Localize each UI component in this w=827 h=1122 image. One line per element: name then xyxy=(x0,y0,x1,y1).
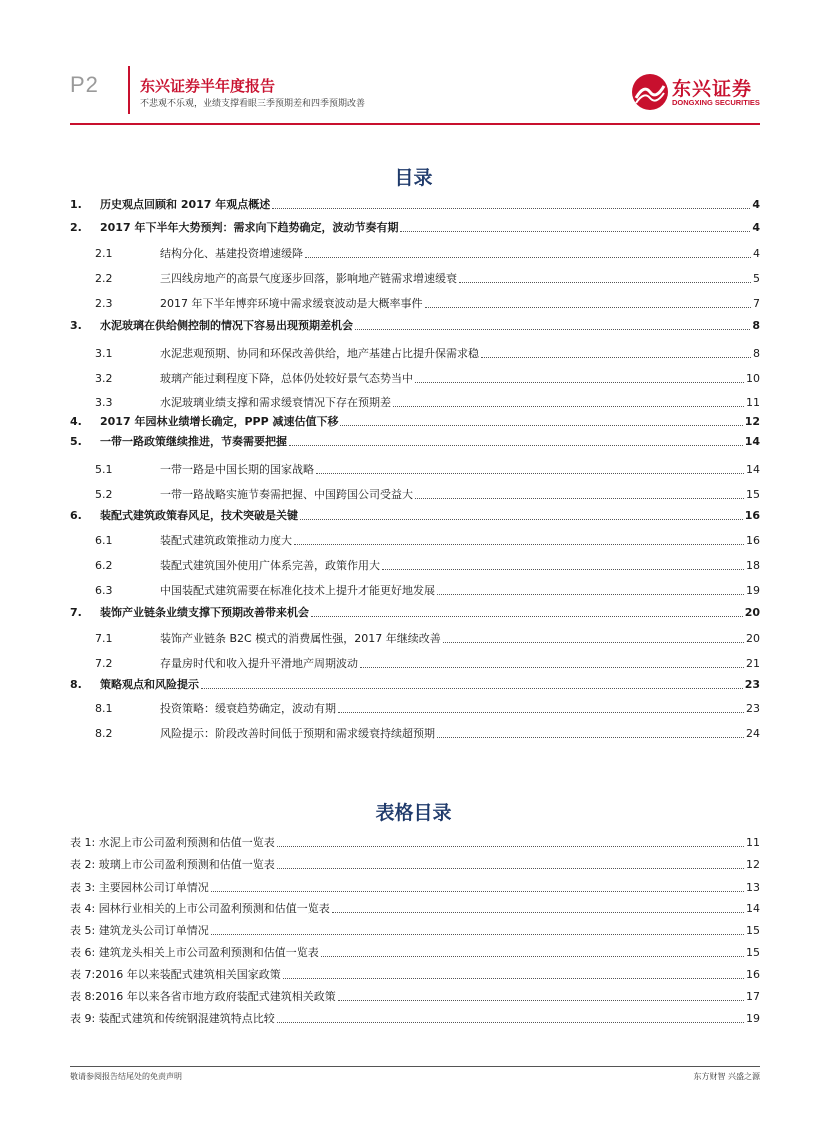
toc-entry[interactable] xyxy=(70,676,760,692)
table-index-entry-page: 16 xyxy=(746,968,760,981)
table-index-entry-title: 表 5: 建筑龙头公司订单情况 xyxy=(70,924,209,937)
toc-leader-dots xyxy=(311,615,743,617)
table-index-entry-page: 17 xyxy=(746,990,760,1003)
toc-entry[interactable] xyxy=(70,630,760,646)
table-index-leader-dots xyxy=(211,890,744,892)
toc-entry-number: 6.3 xyxy=(95,584,113,597)
toc-entry-page: 16 xyxy=(744,509,760,522)
toc-leader-dots xyxy=(300,518,743,520)
toc-entry-number: 1. xyxy=(70,198,82,211)
toc-entry-number: 8.2 xyxy=(95,727,113,740)
toc-entry-number: 2.2 xyxy=(95,272,113,285)
toc-entry-title: 玻璃产能过剩程度下降，总体仍处较好景气态势当中 xyxy=(160,372,413,385)
report-subtitle: 不悲观不乐观，业绩支撑看眼三季预期差和四季预期改善 xyxy=(140,99,366,109)
toc-entry-number: 5.1 xyxy=(95,463,113,476)
table-index-entry-title: 表 2: 玻璃上市公司盈利预测和估值一览表 xyxy=(70,858,275,871)
toc-entry-page: 12 xyxy=(744,415,760,428)
toc-entry-number: 6. xyxy=(70,509,82,522)
toc-entry-page: 7 xyxy=(753,297,760,310)
toc-entry-number: 6.1 xyxy=(95,534,113,547)
toc-entry-number: 2.1 xyxy=(95,247,113,260)
toc-leader-dots xyxy=(294,543,744,545)
toc-entry[interactable] xyxy=(70,725,760,741)
toc-entry-page: 18 xyxy=(746,559,760,572)
toc-entry[interactable] xyxy=(70,604,760,620)
toc-entry-page: 21 xyxy=(746,657,760,670)
toc-entry-title: 中国装配式建筑需要在标准化技术上提升才能更好地发展 xyxy=(160,584,435,597)
toc-entry-title: 装饰产业链条 B2C 模式的消费属性强，2017 年继续改善 xyxy=(160,632,441,645)
toc-entry[interactable] xyxy=(70,345,760,361)
table-index-entry[interactable] xyxy=(70,988,760,1004)
toc-entry-page: 20 xyxy=(744,606,760,619)
toc-entry-title: 一带一路战略实施节奏需把握、中国跨国公司受益大 xyxy=(160,488,413,501)
company-logo xyxy=(630,70,760,120)
toc-entry-page: 20 xyxy=(746,632,760,645)
toc-entry[interactable] xyxy=(70,295,760,311)
toc-leader-dots xyxy=(415,497,744,499)
table-index-leader-dots xyxy=(211,933,744,935)
toc-entry-page: 23 xyxy=(746,702,760,715)
toc-entry[interactable] xyxy=(70,433,760,449)
toc-entry-title: 2017 年下半年大势预判：需求向下趋势确定，波动节奏有期 xyxy=(100,221,399,234)
toc-leader-dots xyxy=(272,207,750,209)
toc-leader-dots xyxy=(425,306,752,308)
toc-leader-dots xyxy=(443,641,744,643)
toc-entry-title: 一带一路政策继续推进，节奏需要把握 xyxy=(100,435,287,448)
toc-entry-title: 投资策略：缓衰趋势确定，波动有期 xyxy=(160,702,336,715)
toc-entry-number: 8. xyxy=(70,678,82,691)
toc-leader-dots xyxy=(289,444,743,446)
page-header xyxy=(0,0,827,130)
toc-leader-dots xyxy=(316,472,744,474)
table-index-entry-title: 表 8:2016 年以来各省市地方政府装配式建筑相关政策 xyxy=(70,990,336,1003)
toc-leader-dots xyxy=(338,711,744,713)
toc-entry-title: 存量房时代和收入提升平滑地产周期波动 xyxy=(160,657,358,670)
toc-entry-title: 风险提示：阶段改善时间低于预期和需求缓衰持续超预期 xyxy=(160,727,435,740)
table-index-entry[interactable] xyxy=(70,1010,760,1026)
toc-entry-title: 一带一路是中国长期的国家战略 xyxy=(160,463,314,476)
toc-entry[interactable] xyxy=(70,413,760,429)
toc-entry-title: 历史观点回顾和 2017 年观点概述 xyxy=(100,198,271,211)
table-index-leader-dots xyxy=(338,999,744,1001)
table-index-entry-page: 14 xyxy=(746,902,760,915)
toc-entry-title: 策略观点和风险提示 xyxy=(100,678,199,691)
toc-leader-dots xyxy=(340,424,742,426)
toc-entry-page: 11 xyxy=(746,396,760,409)
toc-entry[interactable] xyxy=(70,461,760,477)
toc-entry-title: 装配式建筑政策春风足，技术突破是关键 xyxy=(100,509,298,522)
table-index-entry-page: 15 xyxy=(746,924,760,937)
toc-entry[interactable] xyxy=(70,507,760,523)
toc-entry-page: 4 xyxy=(753,247,760,260)
table-index-entry[interactable] xyxy=(70,879,760,895)
toc-entry-number: 2.3 xyxy=(95,297,113,310)
logo-mark-icon xyxy=(630,72,670,112)
toc-entry[interactable] xyxy=(70,245,760,261)
toc-entry-page: 15 xyxy=(746,488,760,501)
toc-entry-page: 23 xyxy=(744,678,760,691)
toc-leader-dots xyxy=(481,356,751,358)
toc-entry-number: 4. xyxy=(70,415,82,428)
header-rule xyxy=(70,123,760,125)
table-index-entry-title: 表 6: 建筑龙头相关上市公司盈利预测和估值一览表 xyxy=(70,946,319,959)
table-index-leader-dots xyxy=(321,955,744,957)
header-divider xyxy=(128,66,130,114)
footer-rule xyxy=(70,1066,760,1067)
toc-leader-dots xyxy=(459,281,751,283)
toc-entry-number: 7. xyxy=(70,606,82,619)
toc-entry-title: 2017 年园林业绩增长确定，PPP 减速估值下移 xyxy=(100,415,339,428)
toc-entry-page: 4 xyxy=(752,221,760,234)
table-index-title: 表格目录 xyxy=(375,802,452,824)
table-index-entry[interactable] xyxy=(70,856,760,872)
toc-entry-number: 3.1 xyxy=(95,347,113,360)
toc-entry[interactable] xyxy=(70,582,760,598)
toc-leader-dots xyxy=(355,328,750,330)
toc-entry-title: 装配式建筑国外使用广体系完善，政策作用大 xyxy=(160,559,380,572)
toc-entry-page: 4 xyxy=(752,198,760,211)
logo-text-en: DONGXING SECURITIES xyxy=(672,98,760,107)
table-index-leader-dots xyxy=(277,1021,744,1023)
toc-entry-number: 2. xyxy=(70,221,82,234)
table-index-entry[interactable] xyxy=(70,834,760,850)
toc-entry-page: 16 xyxy=(746,534,760,547)
toc-entry[interactable] xyxy=(70,394,760,410)
page-number: P2 xyxy=(70,72,99,97)
table-index-entry[interactable] xyxy=(70,900,760,916)
toc-leader-dots xyxy=(360,666,744,668)
toc-entry-number: 7.1 xyxy=(95,632,113,645)
toc-entry-number: 6.2 xyxy=(95,559,113,572)
toc-entry-page: 19 xyxy=(746,584,760,597)
footer-slogan: 东方财智 兴盛之源 xyxy=(693,1072,760,1081)
logo-text-cn: 东兴证券 xyxy=(672,78,753,100)
toc-entry-title: 结构分化、基建投资增速缓降 xyxy=(160,247,303,260)
toc-entry[interactable] xyxy=(70,557,760,573)
toc-entry-title: 装配式建筑政策推动力度大 xyxy=(160,534,292,547)
table-index-entry[interactable] xyxy=(70,922,760,938)
toc-leader-dots xyxy=(437,593,744,595)
report-title: 东兴证券半年度报告 xyxy=(140,77,276,95)
toc-entry-title: 三四线房地产的高景气度逐步回落，影响地产链需求增速缓衰 xyxy=(160,272,457,285)
toc-entry-page: 5 xyxy=(753,272,760,285)
table-index-entry-page: 11 xyxy=(746,836,760,849)
table-index-entry-title: 表 4: 园林行业相关的上市公司盈利预测和估值一览表 xyxy=(70,902,330,915)
table-index-entry-page: 15 xyxy=(746,946,760,959)
toc-entry-number: 3.2 xyxy=(95,372,113,385)
toc-entry-number: 5. xyxy=(70,435,82,448)
table-index-entry-page: 12 xyxy=(746,858,760,871)
toc-entry[interactable] xyxy=(70,486,760,502)
toc-entry-number: 5.2 xyxy=(95,488,113,501)
table-index-leader-dots xyxy=(277,867,744,869)
toc-entry-number: 7.2 xyxy=(95,657,113,670)
toc-entry[interactable] xyxy=(70,219,760,235)
toc-entry-page: 10 xyxy=(746,372,760,385)
footer-disclaimer: 敬请参阅报告结尾处的免责声明 xyxy=(70,1072,182,1081)
toc-leader-dots xyxy=(437,736,744,738)
toc-entry-title: 水泥悲观预期、协同和环保改善供给，地产基建占比提升保需求稳 xyxy=(160,347,479,360)
table-index-entry-title: 表 3: 主要园林公司订单情况 xyxy=(70,881,209,894)
toc-leader-dots xyxy=(393,405,744,407)
toc-entry[interactable] xyxy=(70,196,760,212)
toc-entry-number: 3. xyxy=(70,319,82,332)
table-index-leader-dots xyxy=(283,977,744,979)
toc-title: 目录 xyxy=(394,167,433,189)
table-index-leader-dots xyxy=(277,845,744,847)
table-index-entry-title: 表 1: 水泥上市公司盈利预测和估值一览表 xyxy=(70,836,275,849)
toc-entry[interactable] xyxy=(70,655,760,671)
toc-entry-page: 14 xyxy=(746,463,760,476)
table-index-entry[interactable] xyxy=(70,966,760,982)
toc-entry[interactable] xyxy=(70,370,760,386)
toc-entry-page: 8 xyxy=(753,347,760,360)
toc-leader-dots xyxy=(400,230,750,232)
table-index-entry-page: 19 xyxy=(746,1012,760,1025)
toc-entry-number: 8.1 xyxy=(95,702,113,715)
toc-entry-number: 3.3 xyxy=(95,396,113,409)
table-index-entry[interactable] xyxy=(70,944,760,960)
toc-entry[interactable] xyxy=(70,532,760,548)
toc-entry-title: 2017 年下半年博弈环境中需求缓衰波动是大概率事件 xyxy=(160,297,423,310)
toc-entry-title: 水泥玻璃在供给侧控制的情况下容易出现预期差机会 xyxy=(100,319,353,332)
toc-entry-page: 24 xyxy=(746,727,760,740)
table-index-leader-dots xyxy=(332,911,744,913)
table-index-entry-page: 13 xyxy=(746,881,760,894)
toc-entry-page: 14 xyxy=(744,435,760,448)
toc-entry-title: 水泥玻璃业绩支撑和需求缓衰情况下存在预期差 xyxy=(160,396,391,409)
toc-entry[interactable] xyxy=(70,317,760,333)
toc-entry-page: 8 xyxy=(752,319,760,332)
toc-leader-dots xyxy=(415,381,744,383)
toc-leader-dots xyxy=(201,687,743,689)
toc-entry[interactable] xyxy=(70,270,760,286)
toc-entry-title: 装饰产业链条业绩支撑下预期改善带来机会 xyxy=(100,606,309,619)
table-index-entry-title: 表 7:2016 年以来装配式建筑相关国家政策 xyxy=(70,968,281,981)
toc-leader-dots xyxy=(305,256,751,258)
table-index-entry-title: 表 9: 装配式建筑和传统钢混建筑特点比较 xyxy=(70,1012,275,1025)
toc-entry[interactable] xyxy=(70,700,760,716)
toc-leader-dots xyxy=(382,568,744,570)
